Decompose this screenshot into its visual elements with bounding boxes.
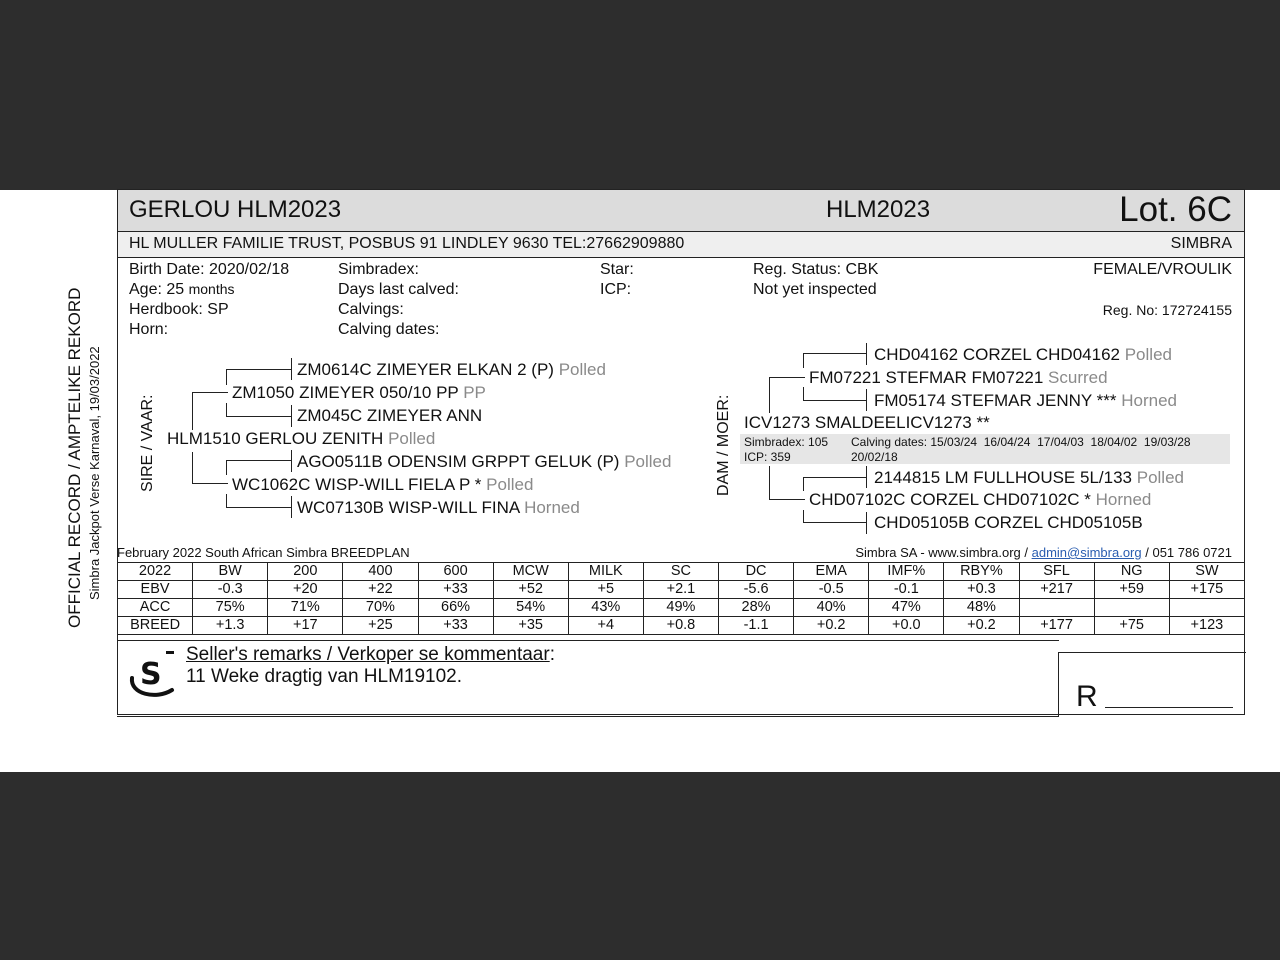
dam-name: ICV1273 SMALDEELICV1273 **	[744, 413, 990, 432]
table-cell: 70%	[343, 599, 418, 617]
dsd-horn: Horned	[1121, 391, 1177, 410]
col-200: 200	[268, 563, 343, 581]
dd-name: CHD07102C CORZEL CHD07102C *	[809, 490, 1091, 509]
star: Star:	[600, 261, 634, 278]
sds-name: AGO0511B ODENSIM GRPPT GELUK (P)	[297, 452, 620, 471]
dam-line	[803, 387, 804, 400]
ss-name: ZM1050 ZIMEYER 050/10 PP	[232, 383, 459, 402]
calvings: Calvings:	[338, 301, 404, 318]
sss-name: ZM0614C ZIMEYER ELKAN 2 (P)	[297, 360, 554, 379]
dss-horn: Polled	[1124, 345, 1172, 364]
bottom-dark-band	[0, 772, 1280, 960]
sire-line	[226, 416, 292, 417]
table-cell: +22	[343, 581, 418, 599]
herdbook: Herdbook: SP	[129, 301, 229, 318]
sire-label: SIRE / VAAR:	[139, 394, 156, 492]
dam-line	[803, 477, 867, 478]
table-cell: BREED	[118, 617, 193, 635]
sire-line	[226, 369, 227, 385]
dss-name: CHD04162 CORZEL CHD04162	[874, 345, 1120, 364]
sire-line	[226, 460, 292, 461]
sire-dam-sire	[297, 452, 671, 472]
dam-line	[803, 353, 804, 368]
col-600: 600	[418, 563, 493, 581]
logo-letter: S	[140, 657, 162, 692]
breedplan-source: February 2022 South African Simbra BREEDPLAN	[117, 545, 410, 560]
table-cell: +1.3	[193, 617, 268, 635]
sds-horn: Polled	[624, 452, 672, 471]
table-cell: +59	[1094, 581, 1169, 599]
top-dark-band	[0, 0, 1280, 190]
col-sfl: SFL	[1019, 563, 1094, 581]
dam-line	[769, 499, 805, 500]
breedplan-contact	[855, 545, 1232, 560]
inspection-status: Not yet inspected	[753, 281, 877, 298]
sire-line	[291, 405, 292, 427]
dam-calving-dates-2: 20/02/18	[851, 450, 898, 464]
reg-status: Reg. Status: CBK	[753, 261, 879, 278]
dam-line	[769, 377, 805, 378]
table-cell: 48%	[944, 599, 1019, 617]
col-ema: EMA	[794, 563, 869, 581]
col-sw: SW	[1169, 563, 1244, 581]
col-mcw: MCW	[493, 563, 568, 581]
table-cell: +5	[568, 581, 643, 599]
table-cell: +17	[268, 617, 343, 635]
table-cell: -0.1	[869, 581, 944, 599]
col-year: 2022	[118, 563, 193, 581]
table-cell: +0.2	[794, 617, 869, 635]
col-sc: SC	[643, 563, 718, 581]
table-cell	[1094, 599, 1169, 617]
table-cell: -0.3	[193, 581, 268, 599]
sdd-horn: Horned	[524, 498, 580, 517]
table-cell: +177	[1019, 617, 1094, 635]
table-cell: +33	[418, 617, 493, 635]
table-cell: 71%	[268, 599, 343, 617]
dds-horn: Polled	[1136, 468, 1184, 487]
sire-line	[192, 392, 193, 430]
days-last-calved: Days last calved:	[338, 281, 459, 298]
sale-label: Simbra Jackpot Verse Karnaval, 19/03/2022	[87, 346, 102, 600]
contact-prefix: Simbra SA - www.simbra.org /	[855, 545, 1028, 560]
remarks-text: 11 Weke dragtig van HLM19102.	[186, 666, 463, 687]
dd-horn: Horned	[1095, 490, 1152, 509]
table-cell: 66%	[418, 599, 493, 617]
animal-name: GERLOU HLM2023	[129, 196, 342, 223]
sex: FEMALE/VROULIK	[1093, 261, 1232, 278]
sire-line	[291, 358, 292, 380]
dam-line	[866, 343, 867, 365]
table-cell: +0.8	[643, 617, 718, 635]
sire-line	[192, 452, 193, 484]
sire-line	[226, 507, 292, 508]
dam-icp: ICP: 359	[744, 450, 791, 464]
sire-sire	[232, 383, 486, 403]
table-cell: -5.6	[719, 581, 794, 599]
dam-label: DAM / MOER:	[715, 394, 732, 496]
table-cell: +4	[568, 617, 643, 635]
table-cell: 43%	[568, 599, 643, 617]
sire-horn: Polled	[388, 429, 436, 448]
reg-no: Reg. No: 172724155	[1102, 302, 1232, 318]
remarks-heading-text: Seller's remarks / Verkoper se kommentaar	[186, 644, 550, 665]
icp: ICP:	[600, 281, 632, 298]
birth-date: Birth Date: 2020/02/18	[129, 261, 290, 278]
table-cell: 28%	[719, 599, 794, 617]
sire-line	[226, 369, 292, 370]
dam-line	[866, 389, 867, 411]
table-cell: +0.0	[869, 617, 944, 635]
dam-line	[803, 353, 867, 354]
dam-line	[803, 522, 867, 523]
simbra-logo-icon	[126, 646, 178, 702]
ebv-header-row	[118, 563, 1245, 581]
table-cell: -0.5	[794, 581, 869, 599]
sdd-name: WC07130B WISP-WILL FINA	[297, 498, 520, 517]
table-cell: +20	[268, 581, 343, 599]
age-value: Age: 25	[129, 281, 185, 298]
table-cell: 75%	[193, 599, 268, 617]
table-cell: +25	[343, 617, 418, 635]
sire-line	[291, 450, 292, 472]
table-row	[118, 599, 1245, 617]
sire-line	[291, 496, 292, 518]
simbradex-label: Simbradex:	[338, 261, 419, 278]
calving-dates: Calving dates:	[338, 321, 440, 338]
col-dc: DC	[719, 563, 794, 581]
breed-label: SIMBRA	[1170, 235, 1232, 252]
table-row	[118, 581, 1245, 599]
table-cell: +52	[493, 581, 568, 599]
price-line	[1105, 707, 1233, 708]
table-cell: 47%	[869, 599, 944, 617]
table-cell: +75	[1094, 617, 1169, 635]
table-cell: +0.2	[944, 617, 1019, 635]
sd-horn: Polled	[486, 475, 534, 494]
contact-phone: / 051 786 0721	[1145, 545, 1232, 560]
remarks-colon: :	[549, 644, 555, 665]
animal-id: HLM2023	[826, 196, 931, 223]
email-link[interactable]: admin@simbra.org	[1031, 545, 1142, 560]
ss-horn: PP	[463, 383, 486, 402]
table-cell: +123	[1169, 617, 1244, 635]
sire-line	[192, 483, 228, 484]
age	[129, 281, 235, 299]
owner-line: HL MULLER FAMILIE TRUST, POSBUS 91 LINDLEY 9630 TEL:27662909880	[129, 235, 685, 252]
col-400: 400	[343, 563, 418, 581]
sire-dam	[232, 475, 533, 495]
dam-calving-dates: Calving dates: 15/03/24 16/04/24 17/04/03 18/04/02 19/03/28	[851, 435, 1191, 449]
sire-dam-dam	[297, 498, 580, 518]
official-record-label: OFFICIAL RECORD / AMPTELIKE REKORD	[65, 287, 84, 628]
ds-name: FM07221 STEFMAR FM07221	[809, 368, 1044, 387]
lot-number: Lot. 6C	[1119, 190, 1232, 229]
dam-sire-sire	[874, 345, 1172, 365]
dam-simbradex: Simbradex: 105	[744, 435, 829, 449]
col-milk: MILK	[568, 563, 643, 581]
sire-name	[167, 429, 435, 449]
dam-line	[803, 510, 804, 522]
sd-name: WC1062C WISP-WILL FIELA P *	[232, 475, 482, 494]
col-bw: BW	[193, 563, 268, 581]
table-cell	[1169, 599, 1244, 617]
col-rby: RBY%	[944, 563, 1019, 581]
dam-sire	[809, 368, 1108, 388]
age-unit: months	[188, 281, 235, 297]
table-cell: EBV	[118, 581, 193, 599]
sire-line	[226, 494, 227, 507]
ds-horn: Scurred	[1048, 368, 1108, 387]
dam-dam-sire	[874, 468, 1184, 488]
col-ng: NG	[1094, 563, 1169, 581]
table-cell: +33	[418, 581, 493, 599]
dam-line	[866, 512, 867, 534]
price-label: R	[1076, 680, 1098, 713]
sire-sire-dam: ZM045C ZIMEYER ANN	[297, 406, 483, 425]
table-cell: 54%	[493, 599, 568, 617]
dam-line	[769, 466, 770, 500]
sire-sire-sire	[297, 360, 606, 380]
table-cell: +175	[1169, 581, 1244, 599]
dam-line	[803, 400, 867, 401]
col-imf: IMF%	[869, 563, 944, 581]
sire-line	[226, 460, 227, 475]
table-cell: 40%	[794, 599, 869, 617]
table-cell: 49%	[643, 599, 718, 617]
dam-line	[866, 466, 867, 488]
dam-sire-dam	[874, 391, 1177, 411]
ebv-table	[117, 562, 1245, 635]
sire-name-text: HLM1510 GERLOU ZENITH	[167, 429, 384, 448]
dam-line	[769, 377, 770, 413]
dam-dam-dam: CHD05105B CORZEL CHD05105B	[874, 513, 1143, 532]
remarks-heading	[186, 644, 555, 666]
table-cell: -1.1	[719, 617, 794, 635]
table-cell: +217	[1019, 581, 1094, 599]
dds-name: 2144815 LM FULLHOUSE 5L/133	[874, 468, 1132, 487]
table-row	[118, 617, 1245, 635]
dam-dam	[809, 490, 1151, 510]
sire-line	[192, 392, 228, 393]
table-cell: +0.3	[944, 581, 1019, 599]
horn: Horn:	[129, 321, 169, 338]
sss-horn: Polled	[558, 360, 606, 379]
table-cell: +35	[493, 617, 568, 635]
dsd-name: FM05174 STEFMAR JENNY ***	[874, 391, 1117, 410]
dam-line	[803, 477, 804, 491]
table-cell	[1019, 599, 1094, 617]
sire-line	[226, 403, 227, 416]
table-cell: ACC	[118, 599, 193, 617]
table-cell: +2.1	[643, 581, 718, 599]
